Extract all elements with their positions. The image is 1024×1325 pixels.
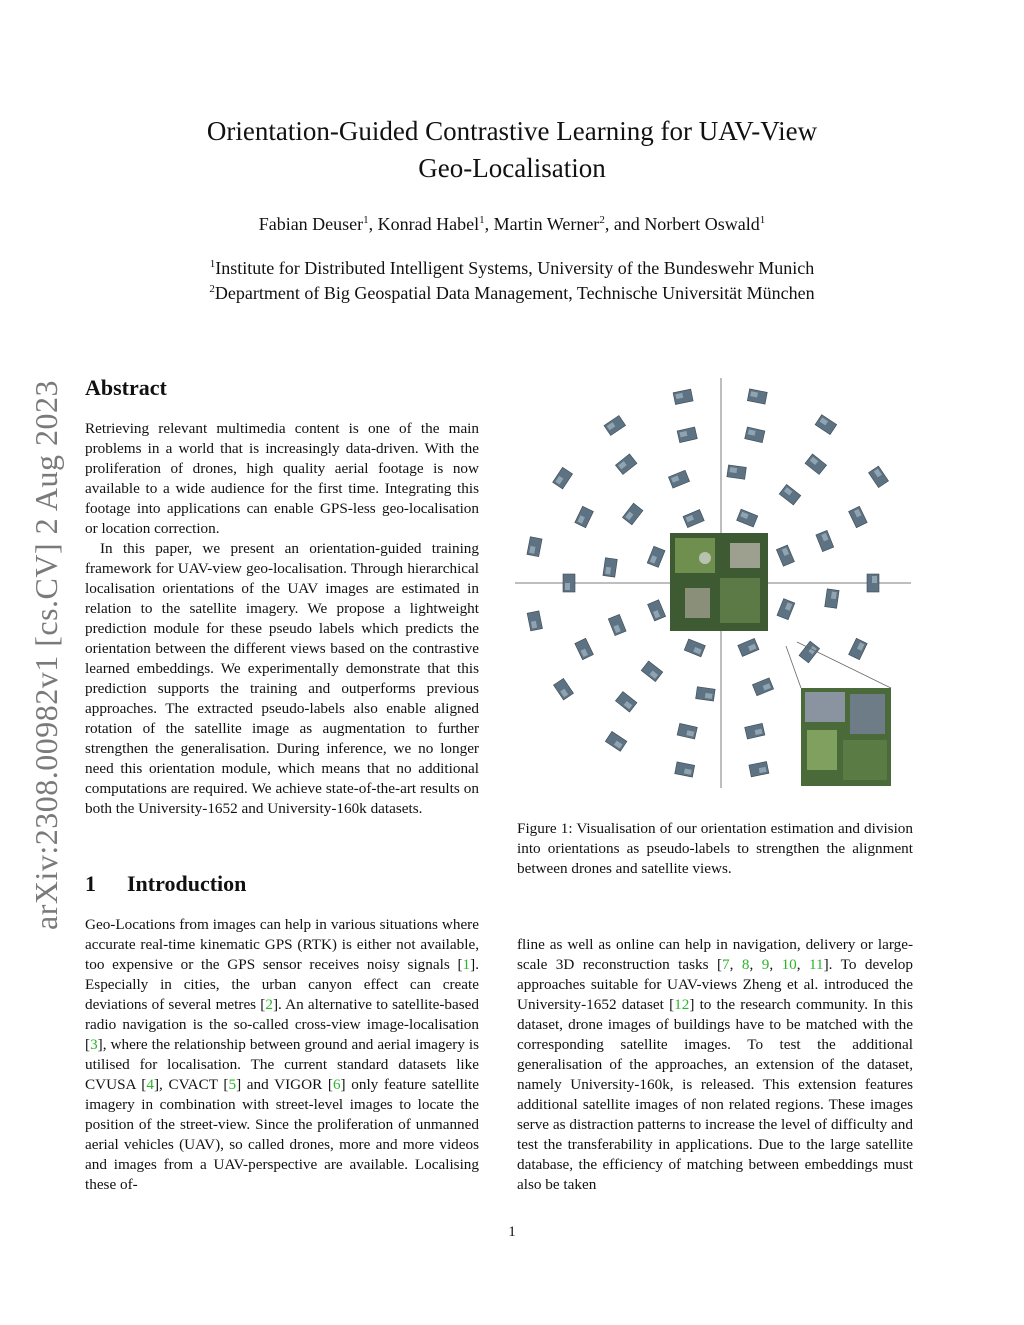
introduction-right-column	[517, 935, 913, 1195]
drone-thumbnail-icon	[752, 678, 773, 696]
drone-thumbnail-icon	[738, 638, 759, 656]
text-run: Geo-Locations from images can help in various situations where accurate real-time kinematic GPS (RTK) is either not available, too expensive or the GPS sensor receives noisy signals [	[85, 916, 479, 973]
satellite-image	[670, 533, 768, 631]
affiliation-number: 1	[209, 258, 216, 270]
drone-thumbnail-icon	[527, 611, 542, 631]
page-number: 1	[508, 1224, 516, 1240]
text-run: ] only feature satellite imagery in combination with street-level images to locate the position of the street-view. Since the proliferation of unmanned aerial vehicles (UAV), so called drones, more and more videos and images from a UAV-perspective are available. Localising these of-	[85, 1076, 479, 1193]
zoomed-drone-image	[801, 688, 891, 786]
author-affiliation-mark: 2	[599, 214, 605, 226]
citation-link[interactable]: 2	[265, 996, 273, 1013]
drone-thumbnail-icon	[615, 691, 637, 712]
citation-link[interactable]: 4	[146, 1076, 154, 1093]
drone-thumbnail-icon	[825, 589, 839, 608]
drone-thumbnail-icon	[777, 599, 795, 620]
drone-thumbnail-icon	[527, 537, 542, 557]
text-run: ,	[769, 956, 782, 973]
drone-thumbnail-icon	[737, 509, 758, 527]
paper-title	[0, 113, 1024, 187]
drone-thumbnail-icon	[563, 574, 575, 592]
abstract-body	[85, 419, 479, 819]
affiliation-line	[0, 256, 1024, 281]
text-run: ], where the relationship between ground and aerial imagery is utilised for localisation. The current standard datasets like CVUSA [	[85, 1036, 479, 1093]
drone-thumbnail-icon	[849, 506, 868, 527]
abstract-paragraph: In this paper, we present an orientation-guided training framework for UAV-view geo-localisation. Through hierarchical localisation orientations of the UAV images are estimated in relation to the satellite imagery. We propose a lightweight prediction module for these pseudo labels which predicts the orientation between the different views based on the contrastive learned embeddings. We experimentally demonstrate that this prediction supports the training and outperforms previous approaches. The extracted pseudo-labels also enable aligned rotation of the satellite image as augmentation to further strengthen the generalisation. During inference, we no longer need this orientation module, which means that no additional computations are required. We achieve state-of-the-art results on both the University-1652 and University-160k datasets.	[85, 540, 479, 817]
section-number: 1	[85, 871, 96, 896]
arxiv-identifier: arXiv:2308.00982v1 [cs.CV] 2 Aug 2023	[28, 379, 64, 930]
affiliation-list	[0, 256, 1024, 306]
affiliation-text: Institute for Distributed Intelligent Systems, University of the Bundeswehr Munich	[215, 258, 815, 278]
citation-link[interactable]: 5	[228, 1076, 237, 1093]
text-run: ,	[796, 956, 809, 973]
author-name: Konrad Habel	[377, 214, 480, 234]
drone-thumbnail-icon	[677, 723, 697, 739]
author-affiliation-mark: 1	[759, 214, 766, 226]
drone-thumbnail-icon	[553, 678, 573, 700]
drone-thumbnail-icon	[805, 454, 827, 475]
drone-thumbnail-icon	[605, 731, 627, 751]
drone-thumbnail-icon	[648, 600, 666, 621]
drone-thumbnail-icon	[575, 638, 594, 659]
author-separator: ,	[368, 214, 378, 234]
author-affiliation-mark: 1	[363, 214, 369, 226]
abstract-heading: Abstract	[85, 375, 167, 400]
drone-thumbnail-icon	[696, 687, 715, 701]
drone-thumbnail-icon	[553, 467, 573, 489]
abstract-paragraph: Retrieving relevant multimedia content is one of the main problems in a world that is increasingly data-driven. With the proliferation of drones, high quality aerial footage is now available to a wide audience for the first time. Integrating this footage into applications can enable GPS-less geo-localisation or location correction.	[85, 420, 479, 537]
citation-link[interactable]: 8	[741, 956, 750, 973]
text-run: ] and VIGOR [	[236, 1076, 333, 1093]
drone-thumbnail-icon	[747, 389, 767, 404]
text-run: ]. An alternative to satellite-based radio navigation is the so-called cross-view image-localisation [	[85, 996, 479, 1053]
text-run: ]. Especially in cities, the urban canyon effect can create deviations of several metres [	[85, 956, 479, 1013]
introduction-heading	[85, 871, 246, 897]
title-line-1: Orientation-Guided Contrastive Learning for UAV-View	[206, 116, 818, 146]
author-separator: ,	[484, 214, 494, 234]
drone-thumbnail-icon	[779, 484, 801, 505]
citation-link[interactable]: 6	[332, 1076, 341, 1093]
drone-thumbnail-icon	[868, 466, 888, 488]
introduction-left-column	[85, 915, 479, 1195]
citation-link[interactable]: 12	[674, 996, 690, 1013]
citation-link[interactable]: 1	[462, 956, 471, 973]
author-separator: , and	[604, 214, 645, 234]
citation-link[interactable]: 10	[781, 956, 797, 973]
intro-paragraph	[85, 915, 479, 1195]
drone-thumbnail-icon	[575, 506, 594, 527]
drone-thumbnail-icon	[867, 574, 879, 592]
drone-thumbnail-icon	[749, 762, 769, 777]
drone-thumbnail-icon	[815, 415, 837, 435]
section-title: Introduction	[127, 871, 247, 896]
drone-thumbnail-icon	[622, 503, 643, 525]
citation-link[interactable]: 11	[809, 956, 824, 973]
drone-thumbnail-icon	[816, 530, 834, 551]
citation-link[interactable]: 7	[722, 956, 730, 973]
drone-thumbnail-icon	[641, 661, 663, 682]
affiliation-number: 2	[209, 283, 215, 295]
drone-thumbnail-icon	[727, 465, 746, 479]
drone-thumbnail-icon	[684, 639, 705, 657]
drone-thumbnail-icon	[647, 546, 665, 567]
citation-link[interactable]: 3	[90, 1036, 98, 1053]
text-run: fline as well as online can help in navigation, delivery or large-scale 3D reconstruction tasks [	[517, 936, 913, 973]
author-name: Martin Werner	[493, 214, 600, 234]
text-run: ,	[729, 956, 742, 973]
drone-thumbnail-icon	[677, 427, 697, 443]
orientation-figure	[515, 378, 911, 788]
title-line-2: Geo-Localisation	[418, 153, 606, 183]
drone-thumbnail-icon	[745, 427, 765, 443]
figure-caption: Figure 1: Visualisation of our orientation estimation and division into orientations as pseudo-labels to strengthen the alignment between drones and satellite views.	[517, 820, 913, 877]
affiliation-text: Department of Big Geospatial Data Management, Technische Universität München	[214, 283, 815, 303]
text-run: ], CVACT [	[153, 1076, 229, 1093]
drone-thumbnail-icon	[603, 558, 617, 577]
drone-thumbnail-icon	[683, 510, 704, 528]
drone-thumbnail-icon	[668, 470, 689, 488]
drone-thumbnail-icon	[675, 762, 695, 777]
author-name: Fabian Deuser	[258, 214, 364, 234]
text-run: ,	[749, 956, 762, 973]
zoom-connector-line	[786, 646, 801, 688]
author-list	[0, 214, 1024, 235]
zoom-connector-line	[797, 642, 891, 688]
drone-thumbnail-icon	[776, 545, 794, 566]
drone-thumbnail-icon	[615, 454, 637, 475]
author-affiliation-mark: 1	[479, 214, 485, 226]
text-run: ]. To develop approaches suitable for UAV-views Zheng et al. introduced the University-1652 dataset [	[517, 956, 913, 1013]
drone-thumbnail-icon	[604, 415, 626, 435]
citation-link[interactable]: 9	[761, 956, 770, 973]
drone-thumbnail-icon	[673, 389, 693, 404]
drone-thumbnail-icon	[745, 723, 765, 739]
orientation-diagram	[515, 378, 911, 788]
drone-thumbnail-icon	[849, 638, 868, 659]
affiliation-line	[0, 281, 1024, 306]
drone-thumbnail-icon	[608, 614, 626, 635]
intro-paragraph	[517, 935, 913, 1195]
text-run: ] to the research community. In this dataset, drone images of buildings have to be matched with the corresponding satellite images. To test the additional generalisation of the approaches, an extension of the dataset, namely University-160k, is released. This extension features additional satellite images of non related regions. These images serve as distraction patterns to increase the level of difficulty and test the transferability in applications. Due to the large satellite database, the efficiency of matching between embeddings must also be taken	[517, 996, 913, 1193]
author-name: Norbert Oswald	[644, 214, 760, 234]
